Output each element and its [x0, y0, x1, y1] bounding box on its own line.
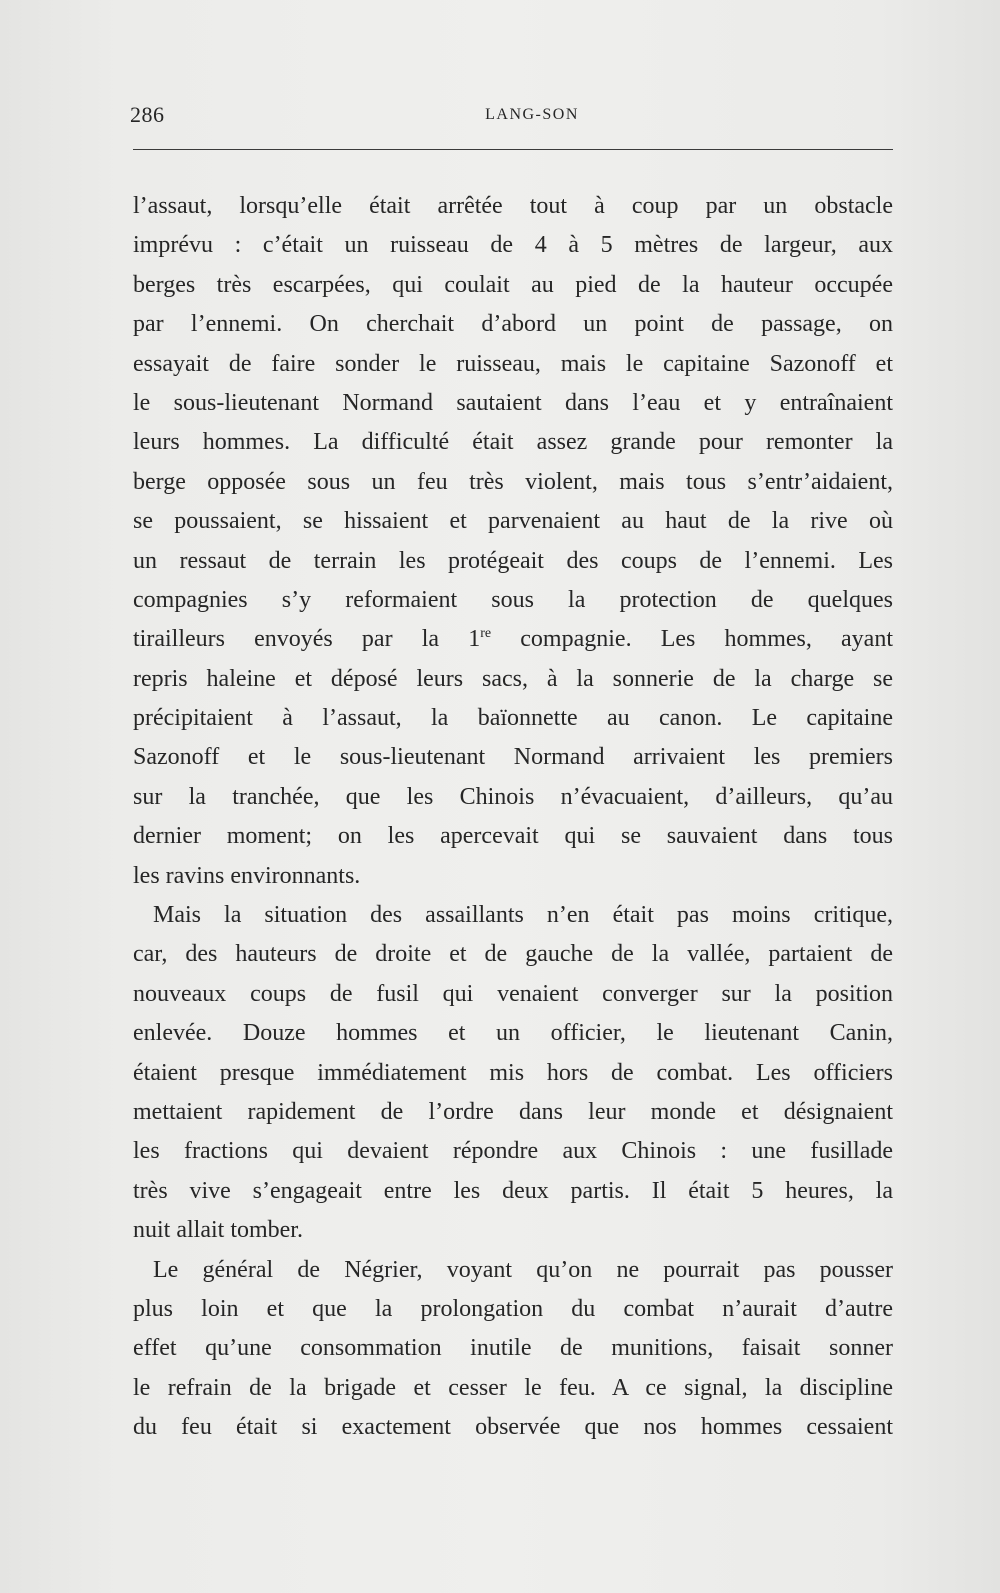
page-header — [130, 102, 892, 132]
text-line: effet qu’une consommation inutile de munitions, faisait sonner — [133, 1335, 893, 1362]
text-line: précipitaient à l’assaut, la baïonnette au canon. Le capitaine — [133, 705, 893, 732]
text-line: sur la tranchée, que les Chinois n’évacuaient, d’ailleurs, qu’au — [133, 783, 893, 810]
text-line: berge opposée sous un feu très violent, mais tous s’entr’aidaient, — [133, 468, 893, 495]
text-line: plus loin et que la prolongation du combat n’aurait d’autre — [133, 1295, 893, 1322]
text-line: Le général de Négrier, voyant qu’on ne pourrait pas pousser — [153, 1256, 893, 1283]
text-line: imprévu : c’était un ruisseau de 4 à 5 mètres de largeur, aux — [133, 232, 893, 259]
text-line: le refrain de la brigade et cesser le feu. A ce signal, la discipline — [133, 1374, 893, 1401]
text-line: nouveaux coups de fusil qui venaient converger sur la position — [133, 980, 893, 1007]
text-line: Mais la situation des assaillants n’en était pas moins critique, — [153, 902, 893, 929]
text-line: nuit allait tomber. — [133, 1217, 303, 1244]
text-line: mettaient rapidement de l’ordre dans leur monde et désignaient — [133, 1098, 893, 1125]
text-line: compagnies s’y reformaient sous la protection de quelques — [133, 586, 893, 613]
ordinal-after: compagnie. Les hommes, ayant — [491, 626, 893, 653]
page-number: 286 — [130, 102, 165, 127]
header-rule — [133, 149, 893, 150]
paragraph-2 — [133, 896, 893, 1251]
text-line-ordinal — [133, 620, 893, 659]
text-line: le sous-lieutenant Normand sautaient dans l’eau et y entraînaient — [133, 389, 893, 416]
ordinal-before: tirailleurs envoyés par la 1 — [133, 626, 481, 653]
text-line: Sazonoff et le sous-lieutenant Normand arrivaient les premiers — [133, 744, 893, 771]
text-line: repris haleine et déposé leurs sacs, à la sonnerie de la charge se — [133, 665, 893, 692]
text-line: se poussaient, se hissaient et parvenaient au haut de la rive où — [133, 508, 893, 535]
ordinal-superscript: re — [480, 626, 492, 642]
running-title: LANG-SON — [485, 106, 579, 123]
text-line: leurs hommes. La difficulté était assez grande pour remonter la — [133, 429, 893, 456]
text-line: l’assaut, lorsqu’elle était arrêtée tout à coup par un obstacle — [133, 193, 893, 219]
text-line: par l’ennemi. On cherchait d’abord un point de passage, on — [133, 311, 893, 338]
text-line: étaient presque immédiatement mis hors de combat. Les officiers — [133, 1059, 893, 1086]
text-line: les ravins environnants. — [133, 862, 361, 889]
paragraph-1 — [133, 187, 893, 896]
text-line: du feu était si exactement observée que nos hommes cessaient — [133, 1414, 893, 1441]
text-line: enlevée. Douze hommes et un officier, le lieutenant Canin, — [133, 1020, 893, 1047]
body-text — [133, 187, 893, 1448]
text-line: un ressaut de terrain les protégeait des coups de l’ennemi. Les — [133, 547, 893, 574]
text-line: essayait de faire sonder le ruisseau, mais le capitaine Sazonoff et — [133, 350, 893, 377]
paragraph-3 — [133, 1251, 893, 1448]
text-line: très vive s’engageait entre les deux partis. Il était 5 heures, la — [133, 1177, 893, 1204]
text-line: berges très escarpées, qui coulait au pied de la hauteur occupée — [133, 271, 893, 298]
text-line: dernier moment; on les apercevait qui se sauvaient dans tous — [133, 823, 893, 850]
text-line: car, des hauteurs de droite et de gauche de la vallée, partaient de — [133, 941, 893, 968]
text-line: les fractions qui devaient répondre aux Chinois : une fusillade — [133, 1138, 893, 1165]
